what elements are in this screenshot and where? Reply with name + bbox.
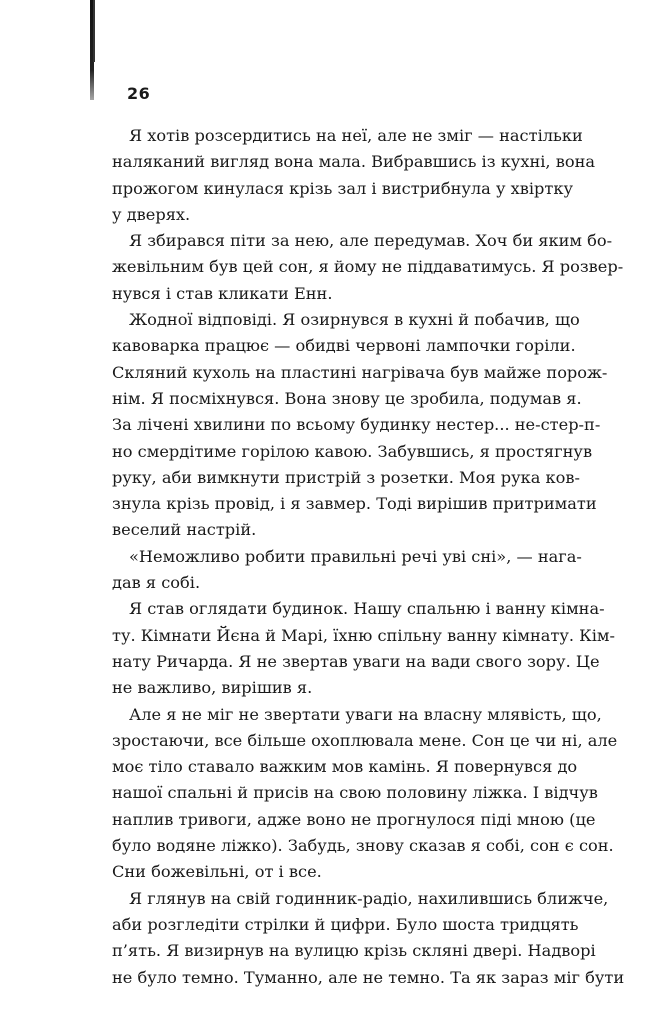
text-line: моє тіло ставало важким мов камінь. Я повернувся до xyxy=(112,757,578,777)
text-line: Скляний кухоль на пластині нагрівача був майже порож- xyxy=(112,362,608,382)
text-line: нашої спальні й присів на свою половину ліжка. І відчув xyxy=(112,783,598,803)
paragraph xyxy=(112,307,608,544)
text-line: нім. Я посміхнувся. Вона знову це зробила, подумав я. xyxy=(112,388,582,408)
text-line: прожогом кинулася крізь зал і вистрибнула у хвіртку xyxy=(112,178,574,198)
text-line: було водяне ліжко). Забудь, знову сказав я собі, сон є сон. xyxy=(112,836,614,856)
text-line: нату Ричарда. Я не звертав уваги на вади свого зору. Це xyxy=(112,651,600,671)
text-line: знула крізь провід, і я завмер. Тоді вирішив притримати xyxy=(112,494,597,514)
text-line: наляканий вигляд вона мала. Вибравшись із кухні, вона xyxy=(112,152,596,172)
text-line: веселий настрій. xyxy=(112,520,257,540)
text-line: руку, аби вимкнути пристрій з розетки. Моя рука ков- xyxy=(112,467,580,487)
paragraph xyxy=(112,886,625,991)
text-line: не важливо, вирішив я. xyxy=(112,678,313,698)
paragraph xyxy=(112,228,624,307)
text-line: нувся і став кликати Енн. xyxy=(112,283,333,303)
page-number: 26 xyxy=(127,84,151,103)
text-line: ту. Кімнати Йєна й Марі, їхню спільну ванну кімнату. Кім- xyxy=(112,625,615,645)
paragraph xyxy=(112,702,618,886)
text-line: Я глянув на свій годинник-радіо, нахилившись ближче, xyxy=(129,888,609,908)
text-line: «Неможливо робити правильні речі уві сні», — нага- xyxy=(129,546,582,566)
text-line: Сни божевільні, от і все. xyxy=(112,862,322,882)
text-line: п’ять. Я визирнув на вулицю крізь скляні двері. Надворі xyxy=(112,941,596,961)
text-line: Але я не міг не звертати уваги на власну млявість, що, xyxy=(129,704,602,724)
text-line: зростаючи, все більше охоплювала мене. Сон це чи ні, але xyxy=(112,730,618,750)
text-line: Жодної відповіді. Я озирнувся в кухні й побачив, що xyxy=(129,310,580,330)
body-text xyxy=(112,123,625,991)
text-line: Я став оглядати будинок. Нашу спальню і ванну кімна- xyxy=(129,599,605,619)
text-line: не було темно. Туманно, але не темно. Та як зараз міг бути xyxy=(112,967,625,987)
text-line: кавоварка працює — обидві червоні лампочки горіли. xyxy=(112,336,576,356)
text-line: жевільним був цей сон, я йому не піддаватимусь. Я розвер- xyxy=(112,257,624,277)
text-line: у дверях. xyxy=(112,204,191,224)
paragraph xyxy=(112,123,596,228)
text-line: дав я собі. xyxy=(112,573,201,593)
text-line: Я хотів розсердитись на неї, але не зміг — настільки xyxy=(129,126,583,145)
text-line: аби розгледіти стрілки й цифри. Було шоста тридцять xyxy=(112,914,579,934)
text-line: но смердітиме горілою кавою. Забувшись, я простягнув xyxy=(112,441,593,461)
text-line: наплив тривоги, адже воно не прогнулося піді мною (це xyxy=(112,809,596,829)
paragraph xyxy=(112,596,615,701)
page-edge-mark xyxy=(90,0,94,100)
paragraph xyxy=(112,544,582,597)
text-line: Я збирався піти за нею, але передумав. Хоч би яким бо- xyxy=(129,231,613,251)
text-line: За лічені хвилини по всьому будинку нестер... не-стер-п- xyxy=(112,415,601,435)
